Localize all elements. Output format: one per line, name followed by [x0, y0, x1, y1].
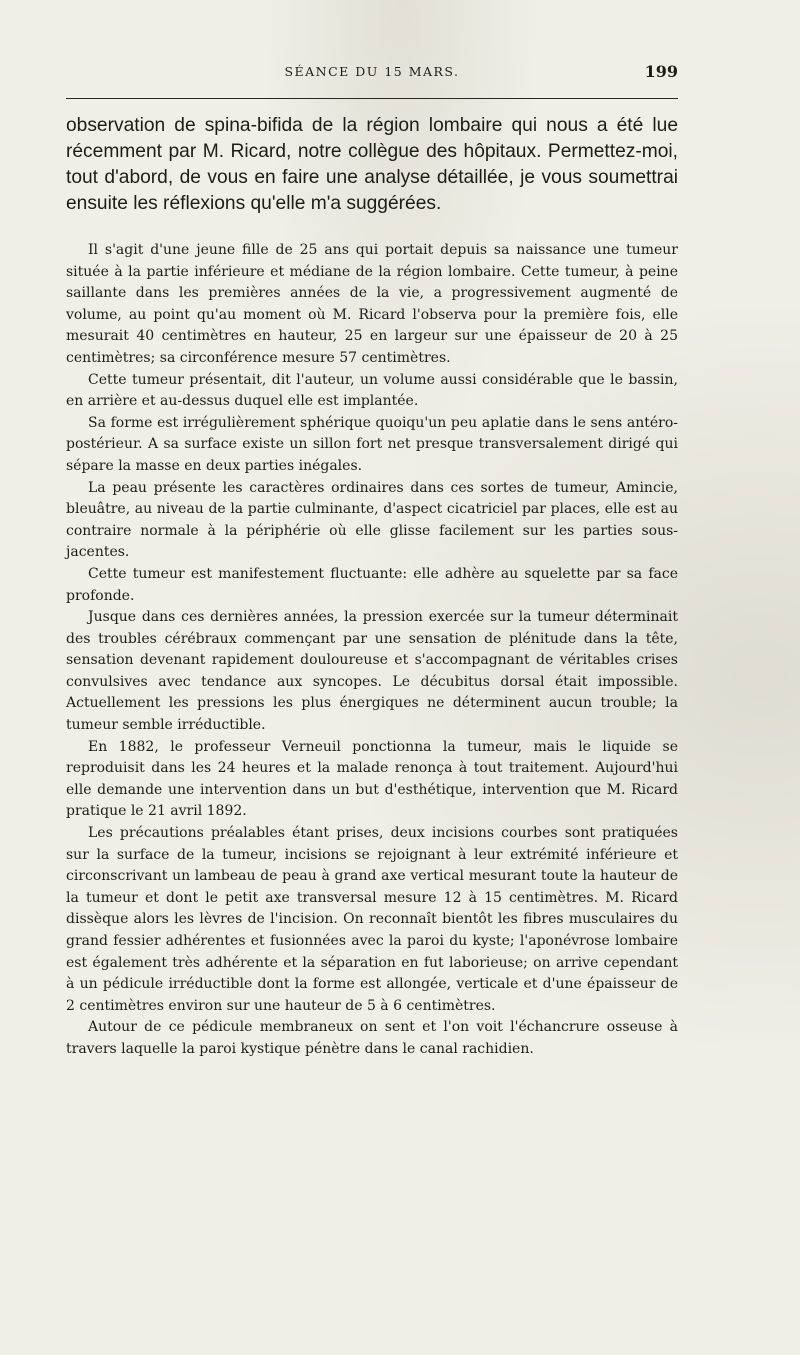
header-rule	[66, 98, 678, 99]
intro-text: observation de spina-bifida de la région lombaire qui nous a été lue récemment par M. Ricard, notre collègue des hôpitaux. Permettez-moi, tout d'abord, de vous en faire une analyse détaillée, je vous soumettrai ensuite les réflexions qu'elle m'a suggérées.	[66, 115, 678, 214]
page-number: 199	[644, 62, 678, 81]
paragraph: Jusque dans ces dernières années, la pression exercée sur la tumeur déterminait des troubles cérébraux commençant par une sensation de plénitude dans la tête, sensation devenant rapidement douloureuse et s'accompagnant de véritables crises convulsives avec tendance aux syncopes. Le décubitus dorsal était impossible. Actuellement les pressions les plus énergiques ne déterminent aucun trouble; la tumeur semble irréductible.	[66, 609, 678, 734]
paragraph: Autour de ce pédicule membraneux on sent et l'on voit l'échancrure osseuse à travers laquelle la paroi kystique pénètre dans le canal rachidien.	[66, 1019, 678, 1057]
paragraph: Les précautions préalables étant prises, deux incisions courbes sont pratiquées sur la surface de la tumeur, incisions se rejoignant à leur extrémité inférieure et circonscrivant un lambeau de peau à grand axe vertical mesurant toute la hauteur de la tumeur et dont le petit axe transversal mesure 12 à 15 centimètres. M. Ricard dissèque alors les lèvres de l'incision. On reconnaît bientôt les fibres musculaires du grand fessier adhérentes et fusionnées avec la paroi du kyste; l'aponévrose lombaire est également très adhérente et la séparation en fut laborieuse; on arrive cependant à un pédicule irréductible dont la forme est allongée, verticale et d'une épaisseur de 2 centimètres environ sur une hauteur de 5 à 6 centimètres.	[66, 825, 678, 1014]
intro-paragraph	[66, 113, 678, 217]
paragraph: En 1882, le professeur Verneuil ponctionna la tumeur, mais le liquide se reproduisit dans les 24 heures et la malade renonça à tout traitement. Aujourd'hui elle demande une intervention dans un but d'esthétique, intervention que M. Ricard pratique le 21 avril 1892.	[66, 738, 678, 820]
paragraph: Il s'agit d'une jeune fille de 25 ans qui portait depuis sa naissance une tumeur située à la partie inférieure et médiane de la région lombaire. Cette tumeur, à peine saillante dans les premières années de la vie, a progressivement augmenté de volume, au point qu'au moment où M. Ricard l'observa pour la première fois, elle mesurait 40 centimètres en hauteur, 25 en largeur sur une épaisseur de 20 à 25 centimètres; sa circonférence mesure 57 centimètres.	[66, 242, 678, 366]
paragraph: La peau présente les caractères ordinaires dans ces sortes de tumeur, Amincie, bleuâtre, au niveau de la partie culminante, d'aspect cicatriciel par places, elle est au contraire normale à la périphérie où elle glisse facilement sur les parties sous-jacentes.	[66, 479, 678, 561]
paragraph: Cette tumeur présentait, dit l'auteur, un volume aussi considérable que le bassin, en arrière et au-dessus duquel elle est implantée.	[66, 371, 678, 410]
paragraph: Cette tumeur est manifestement fluctuante: elle adhère au squelette par sa face profonde.	[66, 565, 678, 604]
paragraph: Sa forme est irrégulièrement sphérique quoiqu'un peu aplatie dans le sens antéro-postérieur. A sa surface existe un sillon fort net presque transversalement dirigé qui sépare la masse en deux parties inégales.	[66, 414, 678, 474]
running-title: SÉANCE DU 15 MARS.	[284, 64, 460, 79]
page-header	[66, 62, 678, 88]
body-text	[66, 240, 678, 1061]
